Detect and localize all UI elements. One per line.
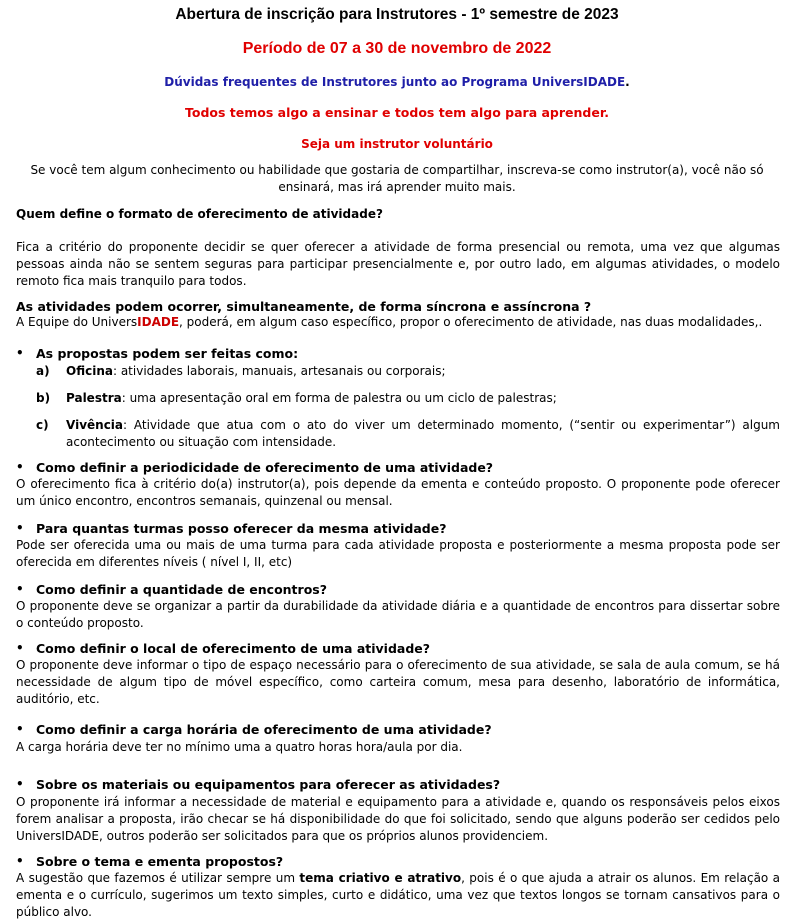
item-name: Oficina	[66, 364, 113, 378]
item-name: Vivência	[66, 418, 124, 432]
simultaneous-answer	[16, 314, 780, 331]
meetings-answer: O proponente deve se organizar a partir da durabilidade da atividade diária e a quantidade de encontros para dissertar sobre o conteúdo proposto.	[16, 599, 780, 630]
meetings-question: Como definir a quantidade de encontros?	[36, 582, 327, 597]
classes-question: Para quantas turmas posso oferecer da mesma atividade?	[36, 521, 447, 536]
simultaneous-question: As atividades podem ocorrer, simultaneamente, de forma síncrona e assíncrona ?	[16, 299, 592, 314]
simultaneous-answer-post: , poderá, em algum caso específico, propor o oferecimento de atividade, nas duas modalidades,.	[179, 315, 763, 329]
bullet-icon: •	[16, 777, 24, 791]
theme-question: Sobre o tema e ementa propostos?	[36, 854, 284, 869]
classes-answer: Pode ser oferecida uma ou mais de uma turma para cada atividade proposta e posteriormente a mesma proposta pode ser oferecida em diferentes níveis ( nível I, II, etc)	[16, 538, 780, 569]
theme-answer-bold: tema criativo e atrativo	[299, 871, 462, 885]
periodicity-answer: O oferecimento fica à critério do(a) instrutor(a), pois depende da ementa e conteúdo proposto. O proponente pode oferecer um único encontro, encontros semanais, quinzenal ou mensal.	[16, 477, 780, 508]
hours-answer: A carga horária deve ter no mínimo uma a quatro horas hora/aula por dia.	[16, 740, 463, 754]
list-item	[36, 363, 780, 380]
materials-answer: O proponente irá informar a necessidade de material e equipamento para a atividade e, quando os responsáveis pelos eixos forem analisar a proposta, irão checar se há disponibilidade do que foi solicitado, sendo que alguns poderão ser cedidos pelo UniversIDADE, outros poderão ser solicitados para que os próprios alunos providenciem.	[16, 795, 780, 843]
registration-period: Período de 07 a 30 de novembro de 2022	[242, 40, 552, 57]
item-text: : Atividade que atua com o ato do viver um determinado momento, (“sentir ou experimentar”) algum acontecimento ou situação com intensidade.	[66, 418, 780, 449]
theme-answer-post: , pois é o que ajuda a atrair os alunos. Em relação a ementa e o currículo, sugerimos um texto simples, curto e didático, uma vez que textos longos se tornam cansativos para o público alvo.	[16, 871, 780, 919]
bullet-icon: •	[16, 722, 24, 736]
faq-heading-end: .	[625, 75, 630, 89]
volunteer-heading: Seja um instrutor voluntário	[301, 137, 493, 151]
simultaneous-answer-brand: IDADE	[137, 315, 180, 329]
format-answer: Fica a critério do proponente decidir se quer oferecer a atividade de forma presencial ou remota, uma vez que algumas pessoas ainda não se sentem seguras para participar presencialmente e, por outro lado, em algumas atividades, o modelo remoto fica mais tranquilo para todos.	[16, 240, 780, 288]
item-letter: b)	[36, 391, 51, 405]
item-letter: a)	[36, 364, 50, 378]
format-question: Quem define o formato de oferecimento de atividade?	[16, 207, 383, 221]
item-name: Palestra	[66, 391, 122, 405]
bullet-icon: •	[16, 521, 24, 535]
motto: Todos temos algo a ensinar e todos tem algo para aprender.	[185, 105, 609, 120]
faq-heading-text: Dúvidas frequentes de Instrutores junto ao Programa UniversIDADE	[164, 75, 626, 89]
hours-question: Como definir a carga horária de oferecimento de uma atividade?	[36, 722, 492, 737]
place-answer: O proponente deve informar o tipo de espaço necessário para o oferecimento de sua atividade, se sala de aula comum, se há necessidade de algum tipo de móvel específico, como carteira comum, mesa para desenho, laboratório de informática, auditório, etc.	[16, 658, 780, 706]
item-letter: c)	[36, 418, 49, 432]
faq-heading	[0, 75, 794, 89]
list-item	[36, 417, 780, 451]
periodicity-question: Como definir a periodicidade de oferecimento de uma atividade?	[36, 460, 494, 475]
bullet-icon: •	[16, 582, 24, 596]
proposals-question: As propostas podem ser feitas como:	[36, 346, 299, 361]
page-title: Abertura de inscrição para Instrutores - 1º semestre de 2023	[175, 6, 619, 23]
theme-answer	[16, 870, 780, 921]
theme-answer-pre: A sugestão que fazemos é utilizar sempre um	[16, 871, 300, 885]
bullet-icon: •	[16, 346, 24, 360]
intro-paragraph: Se você tem algum conhecimento ou habilidade que gostaria de compartilhar, inscreva-se como instrutor(a), você não só ensinará, mas irá aprender muito mais.	[30, 163, 764, 194]
materials-question: Sobre os materiais ou equipamentos para oferecer as atividades?	[36, 777, 501, 792]
place-question: Como definir o local de oferecimento de uma atividade?	[36, 641, 431, 656]
bullet-icon: •	[16, 460, 24, 474]
bullet-icon: •	[16, 854, 24, 868]
simultaneous-answer-pre: A Equipe do Univers	[16, 315, 138, 329]
bullet-icon: •	[16, 641, 24, 655]
item-text: : atividades laborais, manuais, artesanais ou corporais;	[112, 364, 446, 378]
list-item	[36, 390, 780, 407]
item-text: : uma apresentação oral em forma de palestra ou um ciclo de palestras;	[121, 391, 557, 405]
